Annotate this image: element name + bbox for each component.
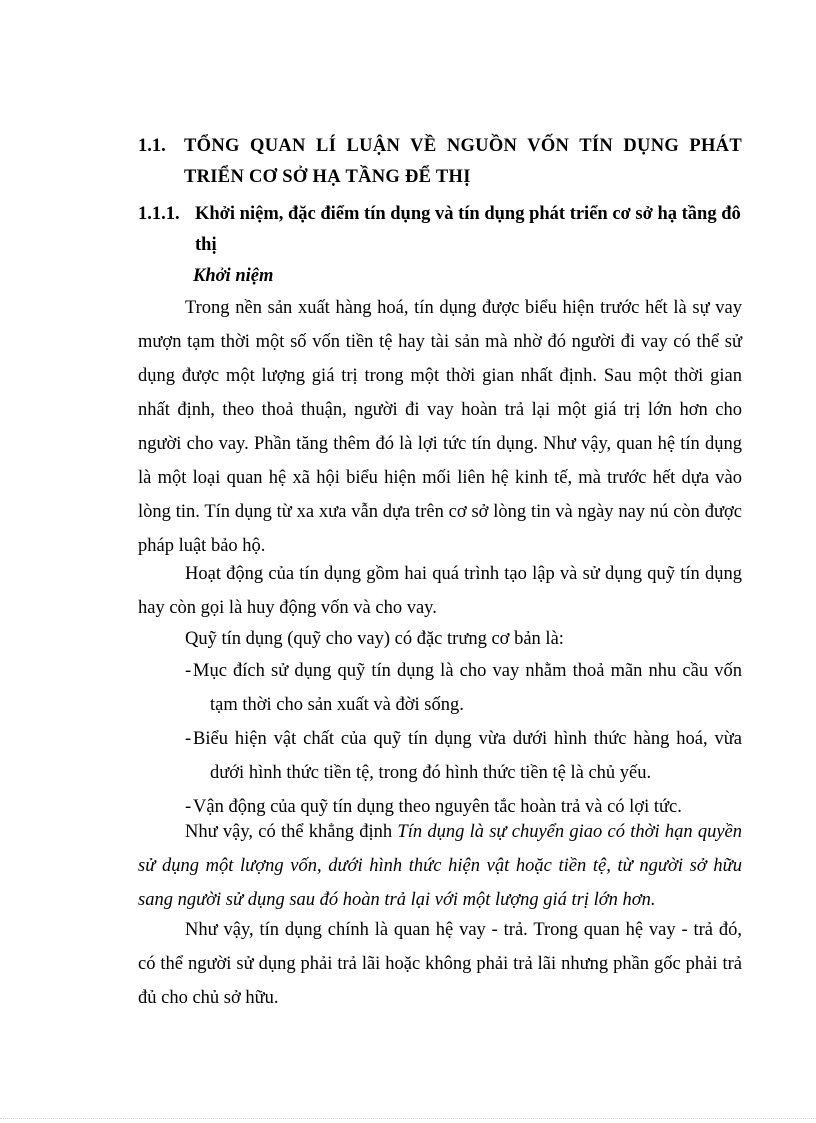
list-item-text: Vận động của quỹ tín dụng theo nguyên tắc hoàn trả và có lợi tức. [193,797,682,817]
list-dash: - [185,729,192,749]
list-item [138,654,742,722]
subsection-heading [138,199,742,261]
list-item-text: Biểu hiện vật chất của quỹ tín dụng vừa dưới hình thức hàng hoá, vừa dưới hình thức tiền tệ, trong đó hình thức tiền tệ là chủ yếu. [193,729,742,783]
conclusion-definition: Tín dụng là sự chuyển giao có thời hạn quyền sử dụng một lượng vốn, dưới hình thức hiện vật hoặc tiền tệ, từ người sở hữu sang người sử dụng sau đó hoàn trả lại với một lượng giá trị lớn hơn. [138,822,743,910]
section-heading [138,131,742,193]
list-item-text: Mục đích sử dụng quỹ tín dụng là cho vay nhằm thoả mãn nhu cầu vốn tạm thời cho sản xuất và đời sống. [193,661,742,715]
page-bottom-divider [0,1118,816,1119]
section-title: TỔNG QUAN LÍ LUẬN VỀ NGUỒN VỐN TÍN DỤNG PHÁT TRIỂN CƠ SỞ HẠ TẦNG ĐỂ THỊ [184,136,742,187]
paragraph-credit-definition: Trong nền sản xuất hàng hoá, tín dụng được biểu hiện trước hết là sự vay mượn tạm thời một số vốn tiền tệ hay tài sản mà nhờ đó người đi vay có thể sử dụng được một lượng giá trị trong một thời gian nhất định. Sau một thời gian nhất định, theo thoả thuận, người đi vay hoàn trả lại một giá trị lớn hơn cho người cho vay. Phần tăng thêm đó là lợi tức tín dụng. Như vậy, quan hệ tín dụng là một loại quan hệ xã hội biểu hiện mối liên hệ kinh tế, mà trước hết dựa vào lòng tin. Tín dụng từ xa xưa vẫn dựa trên cơ sở lòng tin và ngày nay nú còn được pháp luật bảo hộ. [138,298,742,556]
subsection-title: Khởi niệm, đặc điểm tín dụng và tín dụng phát triển cơ sở hạ tầng đô thị [195,204,741,255]
conclusion-lead: Như vậy, có thể khẳng định [185,822,398,842]
list-dash: - [185,661,192,681]
characteristics-list [138,654,742,824]
paragraph-borrow-repay: Như vậy, tín dụng chính là quan hệ vay - trả. Trong quan hệ vay - trả đó, có thể người sử dụng phải trả lãi hoặc không phải trả lãi nhưng phần gốc phải trả đủ cho chủ sở hữu. [138,920,742,1008]
paragraph-fund-characteristics: Quỹ tín dụng (quỹ cho vay) có đặc trưng cơ bản là: [185,629,564,649]
subsection-number: 1.1.1. [138,204,180,224]
section-number: 1.1. [138,136,166,156]
list-dash: - [185,797,192,817]
definition-subheading: Khởi niệm [193,266,274,286]
paragraph-credit-activities: Hoạt động của tín dụng gồm hai quá trình tạo lập và sử dụng quỹ tín dụng hay còn gọi là huy động vốn và cho vay. [138,564,742,618]
paragraph-credit-conclusion [138,815,742,917]
list-item [138,722,742,790]
